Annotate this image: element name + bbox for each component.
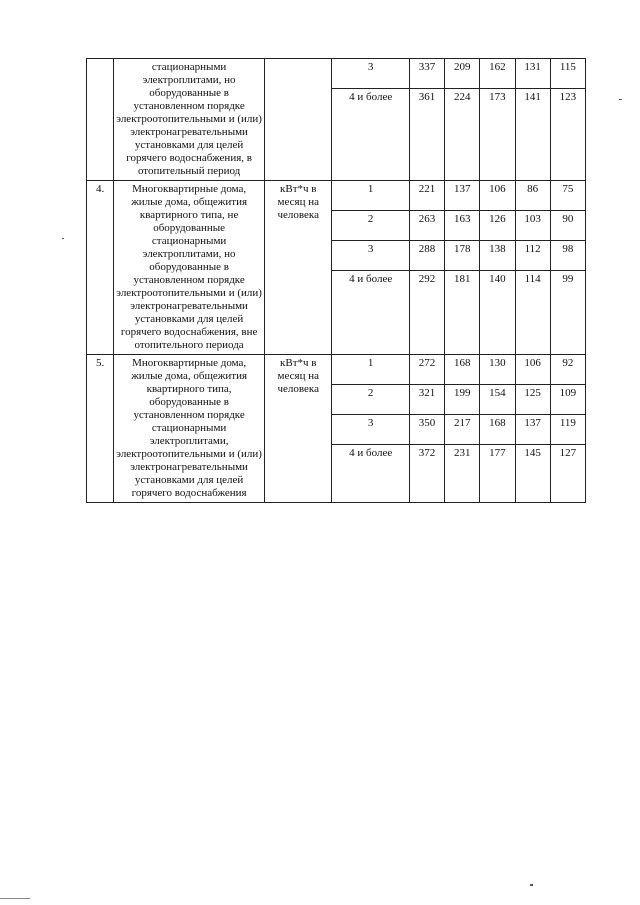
value-cell: 217 [445,415,480,445]
value-cell: 199 [445,385,480,415]
value-cell: 224 [445,89,480,181]
row-number-cell: 5. [87,355,114,503]
table-row [87,59,586,89]
rooms-cell: 2 [332,211,409,241]
value-cell: 130 [480,355,515,385]
scan-speck [0,898,30,899]
unit-cell: кВт*ч в месяц на человека [265,181,332,355]
value-cell: 141 [515,89,550,181]
value-cell: 263 [409,211,444,241]
value-cell: 177 [480,445,515,503]
rooms-cell: 4 и более [332,271,409,355]
rooms-cell: 3 [332,59,409,89]
value-cell: 231 [445,445,480,503]
rooms-cell: 2 [332,385,409,415]
value-cell: 126 [480,211,515,241]
value-cell: 112 [515,241,550,271]
table-row [87,355,586,385]
row-number-cell [87,59,114,181]
value-cell: 288 [409,241,444,271]
value-cell: 115 [550,59,585,89]
rooms-cell: 4 и более [332,445,409,503]
rooms-cell: 4 и более [332,89,409,181]
value-cell: 272 [409,355,444,385]
value-cell: 99 [550,271,585,355]
value-cell: 361 [409,89,444,181]
value-cell: 127 [550,445,585,503]
value-cell: 350 [409,415,444,445]
value-cell: 168 [480,415,515,445]
value-cell: 125 [515,385,550,415]
housing-description-cell: стационарными электроплитами, но оборудованные в установленном порядке электроотопительными и (или) электронагревательными установками для целей горячего водоснабжения, в отопительный период [114,59,265,181]
table-row [87,181,586,211]
housing-description-cell: Многоквартирные дома, жилые дома, общежития квартирного типа, оборудованные в установленном порядке стационарными электроплитами, электроотопительными и (или) электронагревательными установками для целей горячего водоснабжения [114,355,265,503]
unit-cell [265,59,332,181]
scan-speck [530,884,533,886]
value-cell: 106 [515,355,550,385]
value-cell: 137 [445,181,480,211]
scan-speck [62,238,64,239]
value-cell: 98 [550,241,585,271]
value-cell: 372 [409,445,444,503]
value-cell: 75 [550,181,585,211]
value-cell: 123 [550,89,585,181]
value-cell: 106 [480,181,515,211]
value-cell: 140 [480,271,515,355]
value-cell: 145 [515,445,550,503]
row-number-cell: 4. [87,181,114,355]
value-cell: 154 [480,385,515,415]
value-cell: 209 [445,59,480,89]
consumption-norms-table [86,58,586,503]
value-cell: 137 [515,415,550,445]
value-cell: 181 [445,271,480,355]
rooms-cell: 1 [332,181,409,211]
value-cell: 178 [445,241,480,271]
value-cell: 173 [480,89,515,181]
rooms-cell: 1 [332,355,409,385]
scan-speck [619,99,622,100]
value-cell: 168 [445,355,480,385]
value-cell: 114 [515,271,550,355]
value-cell: 292 [409,271,444,355]
value-cell: 138 [480,241,515,271]
value-cell: 103 [515,211,550,241]
unit-cell: кВт*ч в месяц на человека [265,355,332,503]
value-cell: 92 [550,355,585,385]
value-cell: 337 [409,59,444,89]
value-cell: 109 [550,385,585,415]
value-cell: 162 [480,59,515,89]
value-cell: 119 [550,415,585,445]
rooms-cell: 3 [332,415,409,445]
housing-description-cell: Многоквартирные дома, жилые дома, общежития квартирного типа, не оборудованные стационарными электроплитами, но оборудованные в установленном порядке электроотопительными и (или) электронагревательными установками для целей горячего водоснабжения, вне отопительного периода [114,181,265,355]
value-cell: 321 [409,385,444,415]
value-cell: 90 [550,211,585,241]
value-cell: 86 [515,181,550,211]
value-cell: 131 [515,59,550,89]
value-cell: 221 [409,181,444,211]
value-cell: 163 [445,211,480,241]
rooms-cell: 3 [332,241,409,271]
